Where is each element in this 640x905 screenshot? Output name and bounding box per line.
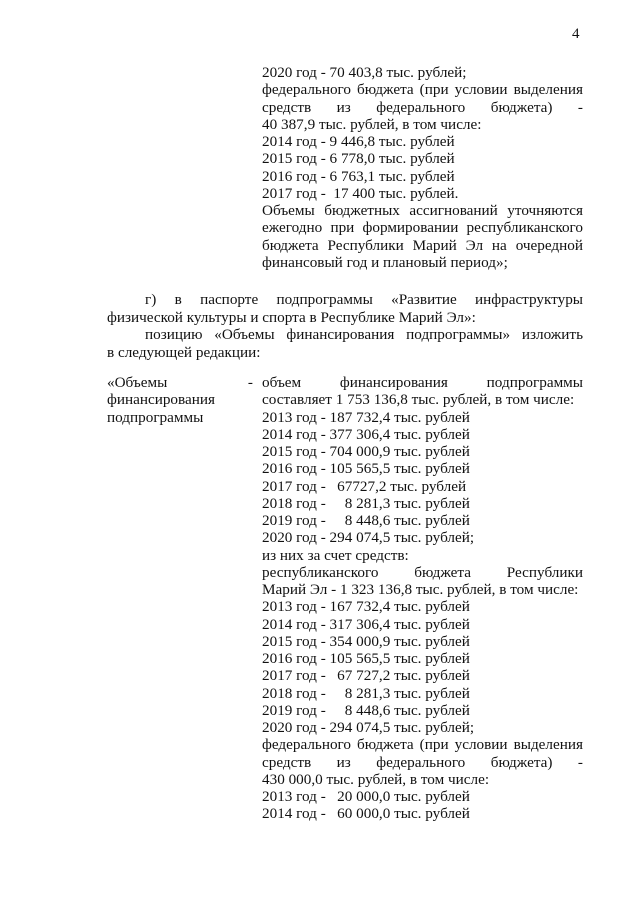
text-line: республиканского бюджета Республики [262,563,583,581]
text-line: 2015 год - 6 778,0 тыс. рублей [262,150,455,168]
text-line: 2019 год - 8 448,6 тыс. рублей [262,512,470,529]
text-line: 2018 год - 8 281,3 тыс. рублей [262,684,470,702]
text-line: 2014 год - 377 306,4 тыс. рублей [262,425,470,443]
text-line: 430 000,0 тыс. рублей, в том числе: [262,770,490,788]
text-line: 2014 год - 9 446,8 тыс. рублей [262,133,455,150]
text-line: 2016 год - 105 565,5 тыс. рублей [262,650,470,667]
text-line: 2013 год - 187 732,4 тыс. рублей [262,408,470,426]
text-line: 2020 год - 294 074,5 тыс. рублей; [262,529,475,547]
amendment-paragraph [107,291,583,361]
text-line: 2014 год - 60 000,0 тыс. рублей [262,805,470,823]
table-left-column [107,374,253,426]
text-line: 2019 год - 8 448,6 тыс. рублей [262,701,470,719]
text-line: 2014 год - 317 306,4 тыс. рублей [262,615,470,633]
text-line: бюджета Республики Марий Эл на очередной [262,236,583,254]
text-line: 2013 год - 167 732,4 тыс. рублей [262,598,470,616]
text-line: 2020 год - 294 074,5 тыс. рублей; [262,719,475,736]
text-line: из них за счет средств: [262,546,409,564]
text-line: ежегодно при формировании республиканского [262,219,583,237]
text-line: финансовый год и плановый период»; [262,253,508,271]
text-line: 2018 год - 8 281,3 тыс. рублей [262,494,470,512]
text-line: 2015 год - 354 000,9 тыс. рублей [262,632,470,650]
text-line: 2017 год - 67 727,2 тыс. рублей [262,667,470,685]
text-line: составляет 1 753 136,8 тыс. рублей, в том числе: [262,391,575,409]
text-line: федерального бюджета (при условии выделения [262,736,583,754]
text-line: г) в паспорте подпрограммы «Развитие инфраструктуры [145,291,583,308]
text-line: Марий Эл - 1 323 136,8 тыс. рублей, в том числе: [262,581,579,598]
text-line: 2015 год - 704 000,9 тыс. рублей [262,443,470,460]
text-line: 2017 год - 17 400 тыс. рублей. [262,184,459,202]
text-line: 2020 год - 70 403,8 тыс. рублей; [262,64,467,81]
text-line: позицию «Объемы финансирования подпрограммы» изложить [145,326,583,344]
page-number: 4 [572,26,580,42]
table-right-column [262,374,583,823]
text-line: подпрограммы [107,408,204,426]
text-line: средств из федерального бюджета) - [262,98,583,116]
text-line: 2016 год - 105 565,5 тыс. рублей [262,460,470,478]
text-line: объем финансирования подпрограммы [262,374,583,391]
text-line: 40 387,9 тыс. рублей, в том числе: [262,115,482,133]
top-text-block [262,64,583,271]
text-line: «Объемы - [107,374,253,391]
text-line: 2013 год - 20 000,0 тыс. рублей [262,788,470,805]
text-line: средств из федерального бюджета) - [262,753,583,771]
text-line: 2017 год - 67727,2 тыс. рублей [262,477,467,495]
text-line: в следующей редакции: [107,343,261,361]
text-line: федерального бюджета (при условии выделения [262,81,583,99]
text-line: физической культуры и спорта в Республике Марий Эл»: [107,308,476,326]
text-line: финансирования [107,391,215,409]
text-line: 2016 год - 6 763,1 тыс. рублей [262,167,455,185]
text-line: Объемы бюджетных ассигнований уточняются [262,202,583,219]
